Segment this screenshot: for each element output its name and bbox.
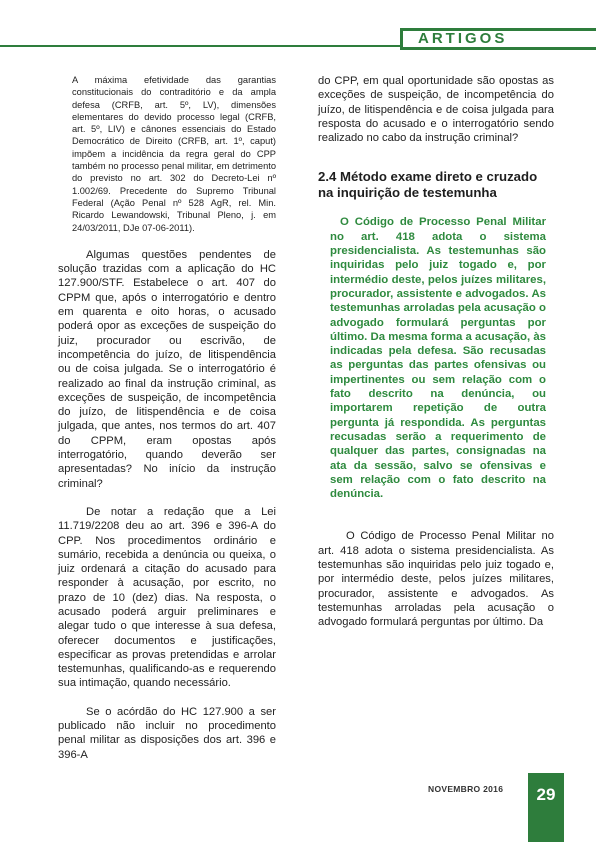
left-column (58, 74, 276, 762)
issue-date: NOVEMBRO 2016 (428, 784, 504, 794)
paragraph-continued: do CPP, em qual oportunidade são opostas as exceções de suspeição, de incompetência do juízo, de litispendência e de coisa julgada para resposta do acusado e o interrogatório sendo realizado no cabo da instrução criminal? (318, 75, 554, 145)
page-number: 29 (528, 773, 564, 842)
paragraph-last: O Código de Processo Penal Militar no art. 418 adota o sistema presidencialista. As testemunhas são inquiridas pelo juiz togado e, por intermédio deste, pelos juízes militares, procurador, assistente e advogados. As testemunhas arroladas pela acusação o advogado formulará perguntas por último. Da (318, 530, 554, 629)
paragraph-3: Se o acórdão do HC 127.900 a ser publicado não incluir no procedimento penal militar as disposições dos art. 396 e 396-A (58, 705, 276, 761)
case-law-quote: A máxima efetividade das garantias constitucionais do contraditório e da ampla defesa (CRFB, art. 5º, LV), dimensões elementares do devido processo legal (CRFB, art. 5º, LIV) e cânones essenciais do Estado Democrático de Direito (CRFB, art. 1º, caput) impõem a incidência da regra geral do CPP também no processo penal militar, em detrimento do previsto no art. 302 do Decreto-Lei nº 1.002/69. Precedente do Supremo Tribunal Federal (Ação Penal nº 528 AgR, rel. Min. Ricardo Lewandowski, Tribunal Pleno, j. em 24/03/2011, DJe 07-06-2011). (72, 75, 276, 233)
header-rule (0, 45, 400, 47)
paragraph-2: De notar a redação que a Lei 11.719/2208 deu ao art. 396 e 396-A do CPP. Nos procedimentos ordinário e sumário, recebida a denúncia ou queixa, o juiz ordenará a citação do acusado para responder à acusação, por escrito, no prazo de 10 (dez) dias. Na resposta, o acusado poderá arguir preliminares e alegar tudo o que interesse à sua defesa, oferecer documentos e justificações, especificar as provas pretendidas e arrolar testemunhas, qualificando-as e requerendo sua intimação, quando necessário. (58, 505, 276, 690)
highlight-quote: O Código de Processo Penal Militar no art. 418 adota o sistema presidencialista. As testemunhas são inquiridas pelo juiz togado e, por intermédio deste, pelos juízes militares, procurador, assistente e advogados. As testemunhas arroladas pela acusação o advogado formulará perguntas por último. Da mesma forma a acusação, às indicadas pela defesa. São recusadas as perguntas das partes ofensivas ou impertinentes ou sem relação com o fato descrito na denúncia, ou importarem repetição de outra pergunta já respondida. As perguntas recusadas serão a requerimento de qualquer das partes, consignadas na ata da sessão, salvo se ofensivas e sem relação com o fato descrito na denúncia. (330, 216, 546, 501)
right-column (318, 74, 554, 630)
paragraph-1: Algumas questões pendentes de solução trazidas com a aplicação do HC 127.900/STF. Estabelece o art. 407 do CPPM que, após o interrogatório e dentro em quarenta e oito horas, o acusado poderá opor as exceções de suspeição do juiz, procurador ou escrivão, de incompetência do juízo, de litispendência ou de coisa julgada. Se o interrogatório é realizado ao final da instrução criminal, as exceções de suspeição, de incompetência do juízo, de litispendência e de coisa julgada, que antes, nos termos do art. 407 do CPPM, eram opostas após interrogatório, quando deverão ser apresentadas? No início da instrução criminal? (58, 248, 276, 490)
section-heading: 2.4 Método exame direto e cruzado na inquirição de testemunha (318, 169, 538, 201)
section-label: ARTIGOS (418, 30, 508, 47)
